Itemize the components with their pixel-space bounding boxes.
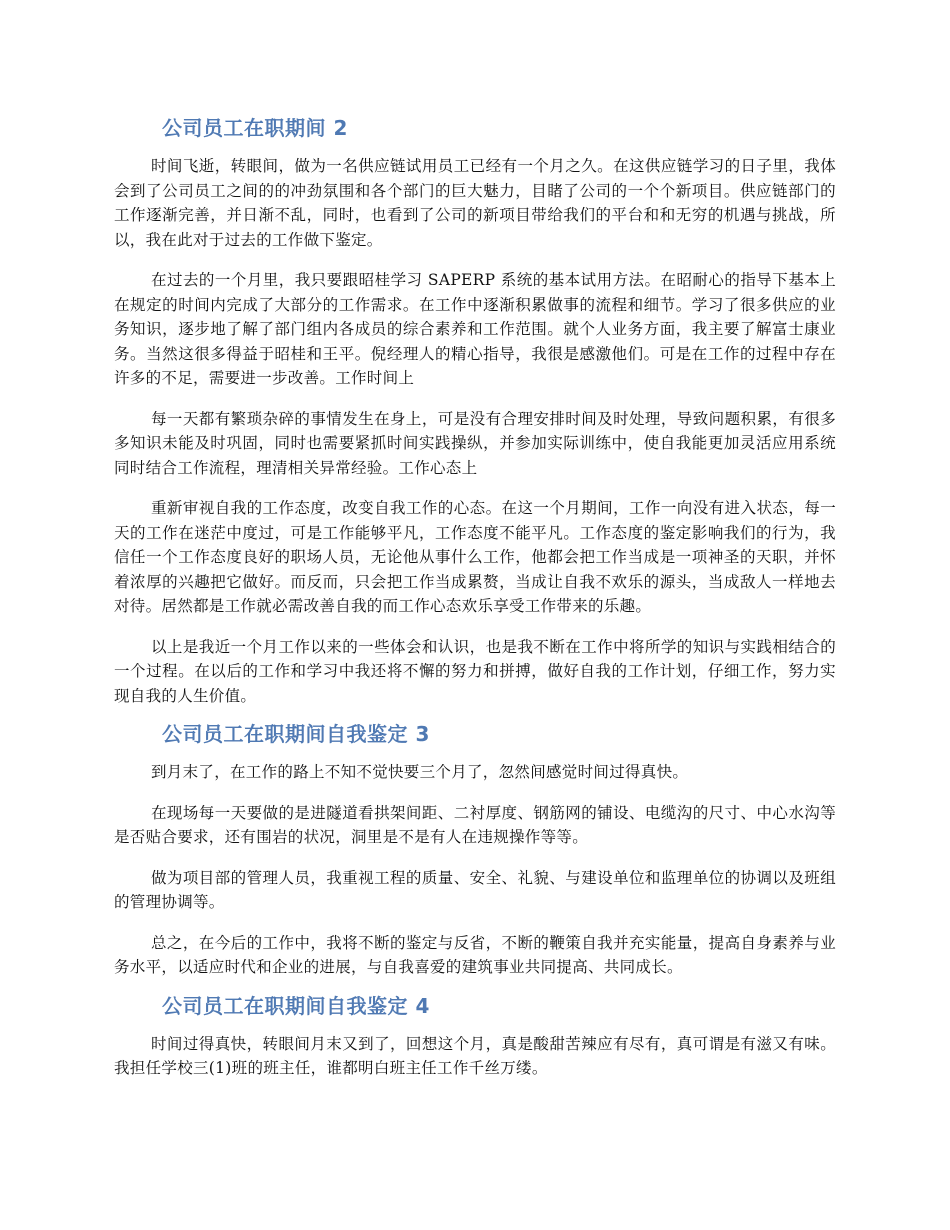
paragraph: 以上是我近一个月工作以来的一些体会和认识，也是我不断在工作中将所学的知识与实践相结合的一个过程。在以后的工作和学习中我还将不懈的努力和拼搏，做好自我的工作计划，仔细工作，努力实现自我的人生价值。 <box>114 637 836 705</box>
section-title: 公司员工在职期间自我鉴定 3 <box>162 722 430 746</box>
paragraph: 总之，在今后的工作中，我将不断的鉴定与反省，不断的鞭策自我并充实能量，提高自身素养与业务水平，以适应时代和企业的进展，与自我喜爱的建筑事业共同提高、共同成长。 <box>114 933 836 976</box>
section-4 <box>114 990 836 1081</box>
paragraph: 做为项目部的管理人员，我重视工程的质量、安全、礼貌、与建设单位和监理单位的协调以及班组的管理协调等。 <box>114 868 836 911</box>
section-title: 公司员工在职期间自我鉴定 4 <box>162 993 430 1018</box>
paragraph: 重新审视自我的工作态度，改变自我工作的心态。在这一个月期间，工作一向没有进入状态，每一天的工作在迷茫中度过，可是工作能够平凡，工作态度不能平凡。工作态度的鉴定影响我们的行为，我信任一个工作态度良好的职场人员，无论他从事什么工作，他都会把工作当成是一项神圣的天职，并怀着浓厚的兴趣把它做好。而反而，只会把工作当成累赘，当成让自我不欢乐的源头，当成敌人一样地去对待。居然都是工作就必需改善自我的而工作心态欢乐享受工作带来的乐趣。 <box>114 499 836 615</box>
section-2 <box>114 112 836 708</box>
section-title: 公司员工在职期间 2 <box>162 116 348 140</box>
paragraph: 时间飞逝，转眼间，做为一名供应链试用员工已经有一个月之久。在这供应链学习的日子里，我体会到了公司员工之间的的冲劲氛围和各个部门的巨大魅力，目睹了公司的一个个新项目。供应链部门的工作逐渐完善，并日渐不乱，同时，也看到了公司的新项目带给我们的平台和和无穷的机遇与挑战，所以，我在此对于过去的工作做下鉴定。 <box>114 157 836 249</box>
paragraph: 到月末了，在工作的路上不知不觉快要三个月了，忽然间感觉时间过得真快。 <box>151 763 689 781</box>
section-3 <box>114 718 836 980</box>
paragraph: 每一天都有繁琐杂碎的事情发生在身上，可是没有合理安排时间及时处理，导致问题积累，有很多多知识未能及时巩固，同时也需要紧抓时间实践操纵，并参加实际训练中，使自我能更加灵活应用系统同时结合工作流程，理清相关异常经验。工作心态上 <box>114 409 836 477</box>
paragraph: 在过去的一个月里，我只要跟昭桂学习 SAPERP 系统的基本试用方法。在昭耐心的指导下基本上在规定的时间内完成了大部分的工作需求。在工作中逐渐积累做事的流程和细节。学习了很多供应的业务知识，逐步地了解了部门组内各成员的综合素养和工作范围。就个人业务方面，我主要了解富士康业务。当然这很多得益于昭桂和王平。倪经理人的精心指导，我很是感激他们。可是在工作的过程中存在许多的不足，需要进一步改善。工作时间上 <box>114 271 836 387</box>
paragraph: 在现场每一天要做的是进隧道看拱架间距、二衬厚度、钢筋网的铺设、电缆沟的尺寸、中心水沟等是否贴合要求，还有围岩的状况，洞里是不是有人在违规操作等等。 <box>114 803 836 846</box>
paragraph: 时间过得真快，转眼间月末又到了，回想这个月，真是酸甜苦辣应有尽有，真可谓是有滋又有味。我担任学校三(1)班的班主任，谁都明白班主任工作千丝万缕。 <box>114 1034 836 1077</box>
